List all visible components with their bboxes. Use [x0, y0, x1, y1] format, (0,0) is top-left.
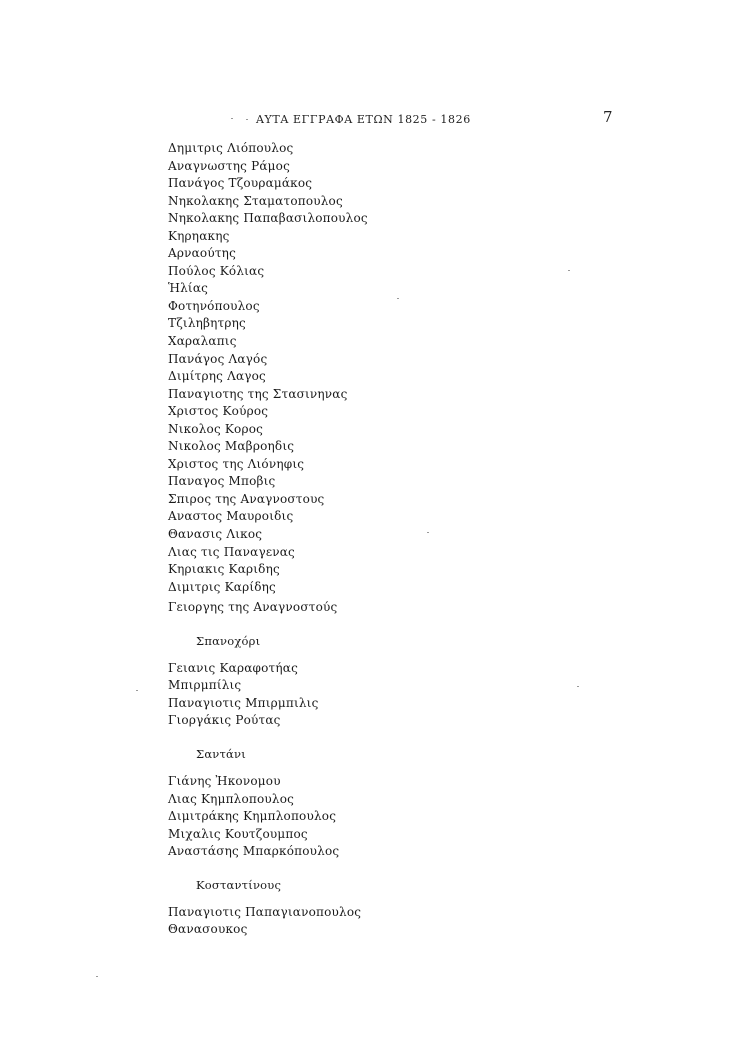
name-entry: Θανασις Λικος — [168, 527, 263, 542]
scan-speck — [568, 270, 570, 271]
name-entry: Φοτηνόπουλος — [168, 298, 260, 313]
village-heading: Σαντάνι — [196, 746, 246, 761]
village-section — [168, 630, 588, 730]
name-entry: Κηριακις Καριδης — [168, 562, 280, 577]
scan-speck — [136, 690, 138, 691]
name-entry: Αρναούτης — [168, 246, 236, 261]
name-entry: Αναστος Μαυροιδις — [168, 509, 294, 524]
name-entry: Ἡλίας — [168, 281, 209, 296]
main-name-list — [168, 140, 588, 617]
name-entry: Λιας τις Παναγενας — [168, 544, 295, 559]
name-entry: Σπιρος της Αναγνοστους — [168, 491, 325, 506]
name-entry: Αναστάσης Μπαρκόπουλος — [168, 844, 340, 859]
name-entry: Παναγιοτις Μπιρμπιλις — [168, 695, 319, 710]
village-heading: Σπανοχόρι — [196, 633, 261, 648]
name-entry: Νηκολακης Σταματοπουλος — [168, 193, 343, 208]
name-entry: Γειανις Καραφοτήας — [168, 660, 298, 675]
village-section — [168, 874, 588, 939]
village-sections — [168, 630, 588, 939]
name-entry: Νηκολακης Παπαβασιλοπουλος — [168, 211, 368, 226]
name-entry: Δημιτρις Λιόπουλος — [168, 141, 294, 155]
name-entry: Γειοργης της Αναγνοστούς — [168, 600, 338, 615]
name-entry: Χριστος της Λιόνηφις — [168, 456, 305, 471]
name-entry: Γιάνης Ἠκονομου — [168, 773, 281, 788]
name-entry: Τζιληβητρης — [168, 316, 246, 331]
name-entry: Πανάγος Λαγός — [168, 351, 268, 366]
scan-speck — [577, 686, 579, 687]
scan-speck — [397, 298, 399, 299]
name-entry: Αναγνωστης Ράμος — [168, 158, 290, 173]
name-entry: Θανασουκος — [168, 922, 248, 937]
name-entry: Μπιρμπίλις — [168, 678, 242, 693]
name-entry: Πούλος Κόλιας — [168, 263, 265, 278]
name-list — [168, 140, 588, 939]
scan-speck — [427, 532, 429, 533]
name-entry: Παναγιοτις Παπαγιανοπουλος — [168, 904, 362, 919]
name-entry: Λιας Κημπλοπουλος — [168, 791, 295, 806]
name-entry: Γιοργάκις Ρούτας — [168, 713, 281, 728]
name-entry: Παναγιοτης της Στασινηνας — [168, 386, 348, 401]
scan-speck — [231, 118, 233, 119]
name-entry: Διμίτρης Λαγος — [168, 369, 266, 384]
name-entry: Διμιτράκης Κημπλοπουλος — [168, 809, 337, 824]
scan-speck — [96, 976, 98, 977]
name-entry: Χαραλαπις — [168, 334, 237, 349]
name-entry: Πανάγος Τζουραμάκος — [168, 176, 313, 191]
name-entry: Χριστος Κούρος — [168, 404, 269, 419]
name-entry: Μιχαλις Κουτζουμπος — [168, 826, 308, 841]
village-heading: Κοσταντίνους — [196, 877, 282, 892]
scan-speck — [246, 119, 248, 120]
name-entry: Κηρηακης — [168, 228, 230, 243]
page-number: 7 — [603, 108, 613, 126]
name-entry: Νικολος Κορος — [168, 421, 264, 436]
name-entry: Παναγος Μποβις — [168, 474, 276, 489]
running-head: ΑΥΤΑ ΕΓΓΡΑΦΑ ΕΤΩΝ 1825 - 1826 — [256, 113, 471, 126]
name-entry: Νικολος Μαβροηδις — [168, 439, 295, 454]
name-entry: Διμιτρις Καρίδης — [168, 579, 276, 594]
village-section — [168, 743, 588, 861]
